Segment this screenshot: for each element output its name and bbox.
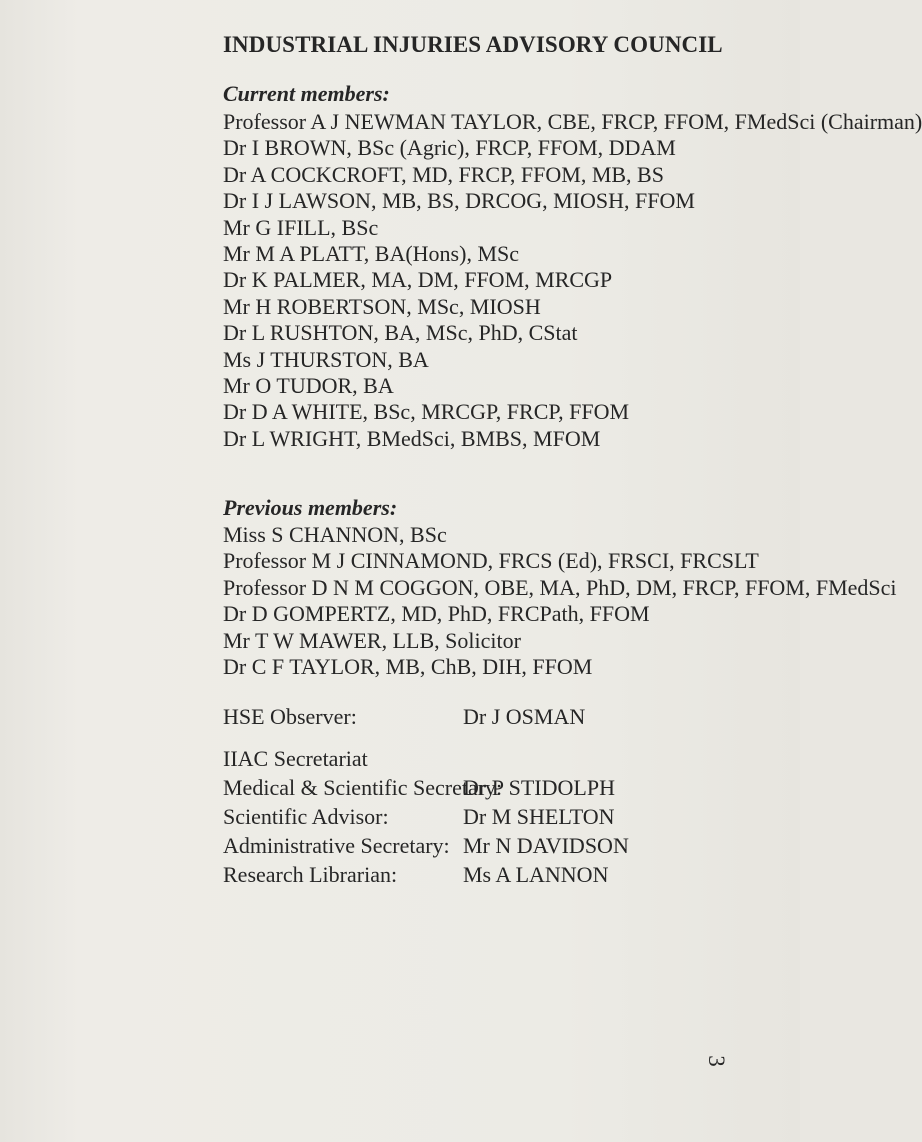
- page-title: INDUSTRIAL INJURIES ADVISORY COUNCIL: [223, 32, 723, 57]
- secretariat-row: [223, 862, 783, 888]
- member-entry: Dr K PALMER, MA, DM, FFOM, MRCGP: [223, 267, 613, 293]
- hse-observer-row: [223, 704, 783, 730]
- secretariat-role: Research Librarian:: [223, 862, 398, 887]
- member-entry: Professor D N M COGGON, OBE, MA, PhD, DM, FRCP, FFOM, FMedSci: [223, 574, 897, 600]
- secretariat-person: Dr P STIDOLPH: [463, 775, 615, 800]
- current-members-list: [223, 109, 922, 452]
- previous-members-heading: Previous members:: [223, 495, 398, 520]
- member-entry: Mr T W MAWER, LLB, Solicitor: [223, 627, 521, 653]
- hse-observer-label: HSE Observer:: [223, 704, 357, 729]
- member-entry: Dr D GOMPERTZ, MD, PhD, FRCPath, FFOM: [223, 601, 650, 627]
- member-entry: Dr L RUSHTON, BA, MSc, PhD, CStat: [223, 320, 578, 346]
- member-entry: Mr O TUDOR, BA: [223, 372, 394, 398]
- member-entry: Dr C F TAYLOR, MB, ChB, DIH, FFOM: [223, 653, 593, 679]
- member-entry: Dr D A WHITE, BSc, MRCGP, FRCP, FFOM: [223, 399, 630, 425]
- member-entry: Dr I BROWN, BSc (Agric), FRCP, FFOM, DDAM: [223, 135, 676, 161]
- member-entry: Dr A COCKCROFT, MD, FRCP, FFOM, MB, BS: [223, 161, 664, 187]
- secretariat-row: [223, 804, 783, 830]
- previous-members-list: [223, 522, 897, 680]
- member-entry: Professor A J NEWMAN TAYLOR, CBE, FRCP, FFOM, FMedSci (Chairman): [223, 109, 922, 134]
- secretariat-role: Scientific Advisor:: [223, 804, 389, 829]
- secretariat-person: Dr M SHELTON: [463, 804, 615, 829]
- member-entry: Miss S CHANNON, BSc: [223, 522, 447, 547]
- secretariat-person: Ms A LANNON: [463, 862, 609, 887]
- secretariat-row: [223, 833, 783, 859]
- hse-observer-name: Dr J OSMAN: [463, 704, 586, 729]
- member-entry: Mr G IFILL, BSc: [223, 214, 379, 240]
- secretariat-role: Medical & Scientific Secretary:: [223, 775, 503, 800]
- secretariat-row: [223, 775, 783, 801]
- member-entry: Mr M A PLATT, BA(Hons), MSc: [223, 240, 520, 266]
- member-entry: Mr H ROBERTSON, MSc, MIOSH: [223, 293, 541, 319]
- member-entry: Ms J THURSTON, BA: [223, 346, 429, 372]
- secretariat-role: Administrative Secretary:: [223, 833, 450, 858]
- secretariat-person: Mr N DAVIDSON: [463, 833, 629, 858]
- member-entry: Professor M J CINNAMOND, FRCS (Ed), FRSCI, FRCSLT: [223, 548, 759, 574]
- secretariat-heading: IIAC Secretariat: [223, 746, 368, 771]
- page-number: 3: [703, 1055, 729, 1067]
- member-entry: Dr L WRIGHT, BMedSci, BMBS, MFOM: [223, 425, 601, 451]
- current-members-heading: Current members:: [223, 81, 390, 106]
- member-entry: Dr I J LAWSON, MB, BS, DRCOG, MIOSH, FFOM: [223, 188, 695, 214]
